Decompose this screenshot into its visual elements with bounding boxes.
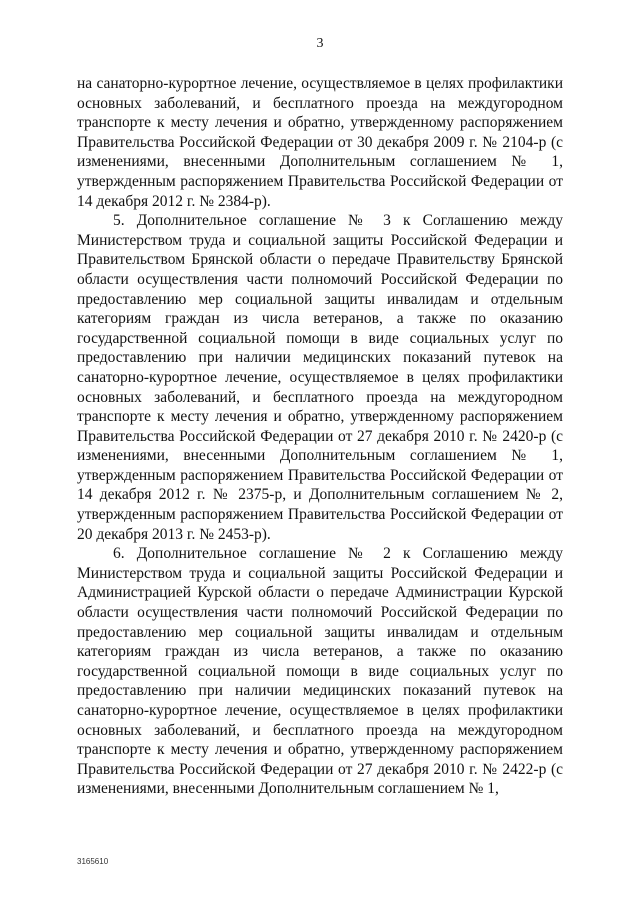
paragraph-item-6: 6. Дополнительное соглашение № 2 к Соглашению между Министерством труда и социальной защиты Российской Федерации и Администрацией Курской области о передаче Администрации Курской области осуществления части полномочий Российской Федерации по предоставлению мер социальной защиты инвалидам и отдельным категориям граждан из числа ветеранов, а также по оказанию государственной социальной помощи в виде социальных услуг по предоставлению при наличии медицинских показаний путевок на санаторно-курортное лечение, осуществляемое в целях профилактики основных заболеваний, и бесплатного проезда на междугородном транспорте к месту лечения и обратно, утвержденному распоряжением Правительства Российской Федерации от 27 декабря 2010 г. № 2422-р (с изменениями, внесенными Дополнительным соглашением № 1, bbox=[77, 545, 563, 798]
document-code: 3165610 bbox=[77, 857, 109, 866]
page-number: 3 bbox=[316, 36, 324, 51]
document-body bbox=[77, 74, 563, 799]
paragraph-continuation: на санаторно-курортное лечение, осуществляемое в целях профилактики основных заболеваний, и бесплатного проезда на междугородном транспорте к месту лечения и обратно, утвержденному распоряжением Правительства Российской Федерации от 30 декабря 2009 г. № 2104-р (с изменениями, внесенными Дополнительным соглашением № 1, утвержденным распоряжением Правительства Российской Федерации от 14 декабря 2012 г. № 2384-р). bbox=[77, 75, 563, 210]
paragraph-item-5: 5. Дополнительное соглашение № 3 к Соглашению между Министерством труда и социальной защиты Российской Федерации и Правительством Брянской области о передаче Правительству Брянской области осуществления части полномочий Российской Федерации по предоставлению мер социальной защиты инвалидам и отдельным категориям граждан из числа ветеранов, а также по оказанию государственной социальной помощи в виде социальных услуг по предоставлению при наличии медицинских показаний путевок на санаторно-курортное лечение, осуществляемое в целях профилактики основных заболеваний, и бесплатного проезда на междугородном транспорте к месту лечения и обратно, утвержденному распоряжением Правительства Российской Федерации от 27 декабря 2010 г. № 2420-р (с изменениями, внесенными Дополнительным соглашением № 1, утвержденным распоряжением Правительства Российской Федерации от 14 декабря 2012 г. № 2375-р, и Дополнительным соглашением № 2, утвержденным распоряжением Правительства Российской Федерации от 20 декабря 2013 г. № 2453-р). bbox=[77, 212, 563, 543]
